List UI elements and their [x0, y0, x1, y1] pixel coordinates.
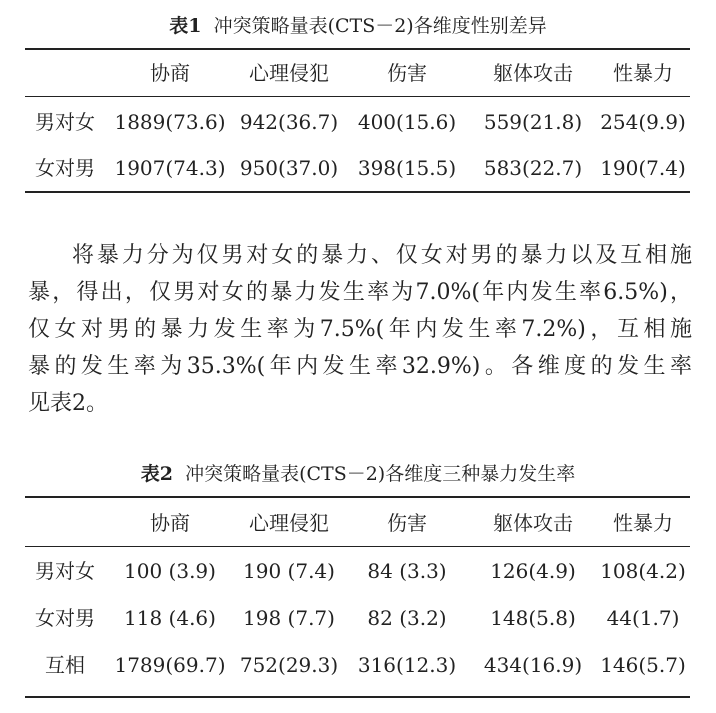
table2-cell: 190 (7.4): [243, 559, 335, 583]
table1-cell: 254(9.9): [600, 110, 686, 134]
table1-row-label: 男对女: [35, 110, 95, 134]
table1-cell: 400(15.6): [357, 110, 457, 134]
table2-caption-label: 表2: [140, 463, 173, 485]
table1-cell: 559(21.8): [483, 110, 583, 134]
table1-caption-label: 表1: [169, 15, 202, 37]
table1-bottom-rule: [25, 191, 690, 193]
table2-cell: 126(4.9): [490, 559, 576, 583]
table2-cell: 100 (3.9): [124, 559, 216, 583]
table2-cell: 434(16.9): [483, 653, 583, 677]
table2-header-negotiation: 协商: [150, 511, 190, 535]
table2-top-rule: [25, 496, 690, 498]
table2-cell: 82 (3.2): [367, 606, 447, 630]
table2-caption: [0, 462, 716, 486]
table2-header-sexual-coercion: 性暴力: [613, 511, 673, 535]
table2-cell: 1789(69.7): [114, 653, 226, 677]
table2-cell: 84 (3.3): [367, 559, 447, 583]
table1-cell: 583(22.7): [483, 156, 583, 180]
table1-header-physical-assault: 躯体攻击: [493, 61, 573, 85]
table2-header-psych-aggression: 心理侵犯: [249, 511, 329, 535]
table1-caption-text: 冲突策略量表(CTS－2)各维度性别差异: [213, 15, 547, 37]
table2-header-physical-assault: 躯体攻击: [493, 511, 573, 535]
table2-cell: 108(4.2): [600, 559, 686, 583]
table2-header-rule: [25, 546, 690, 547]
paragraph-line: 暴的发生率为35.3%(年内发生率32.9%)。各维度的发生率: [28, 354, 692, 379]
table2-cell: 316(12.3): [357, 653, 457, 677]
table2-cell: 148(5.8): [490, 606, 576, 630]
table2-bottom-rule: [25, 696, 690, 698]
table2-cell: 146(5.7): [600, 653, 686, 677]
table1-cell: 1889(73.6): [114, 110, 226, 134]
table2-caption-text: 冲突策略量表(CTS－2)各维度三种暴力发生率: [185, 463, 576, 485]
table1-header-sexual-coercion: 性暴力: [613, 61, 673, 85]
table2-row-label: 女对男: [35, 606, 95, 630]
table1-cell: 950(37.0): [239, 156, 339, 180]
table2-cell: 118 (4.6): [124, 606, 216, 630]
paragraph-line: 暴，得出，仅男对女的暴力发生率为7.0%(年内发生率6.5%)，: [28, 280, 692, 305]
table1-cell: 190(7.4): [600, 156, 686, 180]
table1-caption: [0, 14, 716, 38]
table1-top-rule: [25, 48, 690, 50]
table1-header-injury: 伤害: [387, 61, 427, 85]
paragraph-line: 见表2。: [28, 391, 108, 416]
table2-cell: 44(1.7): [606, 606, 680, 630]
table1-cell: 942(36.7): [239, 110, 339, 134]
table1-cell: 1907(74.3): [114, 156, 226, 180]
table2-row-label: 男对女: [35, 559, 95, 583]
table2-cell: 198 (7.7): [243, 606, 335, 630]
paragraph-line: 仅女对男的暴力发生率为7.5%(年内发生率7.2%)，互相施: [28, 317, 692, 342]
table1-header-rule: [25, 96, 690, 97]
table2-header-injury: 伤害: [387, 511, 427, 535]
paragraph-line: 将暴力分为仅男对女的暴力、仅女对男的暴力以及互相施: [72, 243, 692, 268]
table1-header-negotiation: 协商: [150, 61, 190, 85]
table1-header-psych-aggression: 心理侵犯: [249, 61, 329, 85]
table1-row-label: 女对男: [35, 156, 95, 180]
table2-row-label: 互相: [45, 653, 85, 677]
table1-cell: 398(15.5): [357, 156, 457, 180]
table2-cell: 752(29.3): [239, 653, 339, 677]
